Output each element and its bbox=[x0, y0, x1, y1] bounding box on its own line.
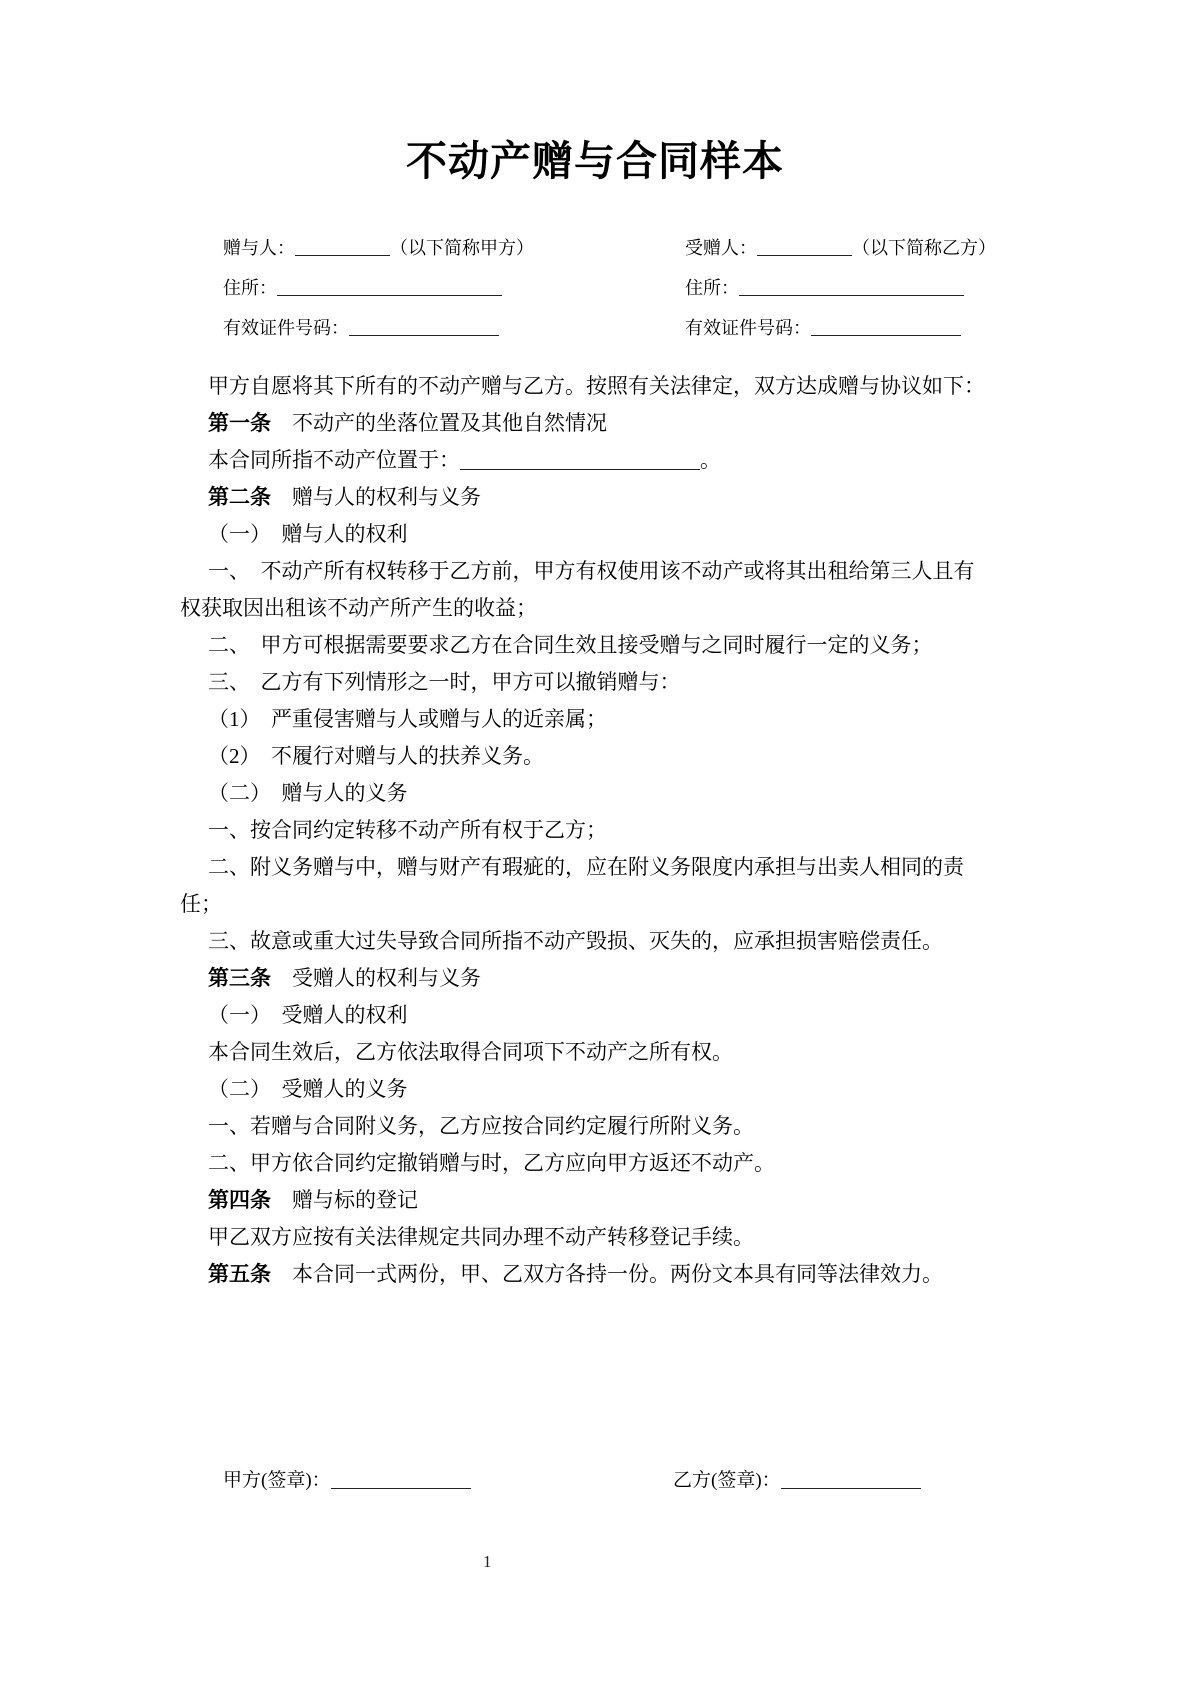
party-a-signature-blank bbox=[331, 1470, 471, 1489]
clause-number: 第二条 bbox=[208, 485, 271, 509]
contract-clause: （1） 严重侵害赠与人或赠与人的近亲属； bbox=[208, 707, 607, 731]
contract-clause: 三、 乙方有下列情形之一时，甲方可以撤销赠与： bbox=[208, 670, 681, 694]
contract-clause: 二、附义务赠与中，赠与财产有瑕疵的，应在附义务限度内承担与出卖人相同的责任； bbox=[180, 855, 964, 916]
contract-clause: 第二条 赠与人的权利与义务 bbox=[208, 485, 481, 509]
contract-body bbox=[180, 368, 986, 1293]
recipient-name-row bbox=[685, 228, 1155, 268]
contract-clause: 二、 甲方可根据需要要求乙方在合同生效且接受赠与之同时履行一定的义务； bbox=[208, 633, 933, 657]
recipient-id-row bbox=[685, 308, 1155, 348]
recipient-name-blank bbox=[757, 239, 852, 256]
document-title: 不动产赠与合同样本 bbox=[406, 138, 784, 184]
contract-clause: 一、若赠与合同附义务，乙方应按合同约定履行所附义务。 bbox=[208, 1114, 754, 1138]
giver-name-label: 赠与人： bbox=[223, 238, 295, 258]
clause-number: 第五条 bbox=[208, 1262, 271, 1286]
clause-number: 第四条 bbox=[208, 1188, 271, 1212]
property-location-blank bbox=[460, 451, 700, 470]
party-a-signature-row bbox=[223, 1462, 471, 1499]
giver-address-blank bbox=[277, 279, 502, 296]
party-b-signature-blank bbox=[781, 1470, 921, 1489]
contract-clause: （二） 赠与人的义务 bbox=[208, 781, 408, 805]
contract-clause: 本合同所指不动产位置于： 。 bbox=[208, 448, 721, 472]
party-b-signature-label: 乙方(签章)： bbox=[673, 1470, 781, 1491]
giver-alias: （以下简称甲方） bbox=[390, 238, 534, 258]
giver-id-row bbox=[223, 308, 653, 348]
clause-number: 第一条 bbox=[208, 411, 271, 435]
recipient-name-label: 受赠人： bbox=[685, 238, 757, 258]
party-giver-column bbox=[223, 228, 653, 348]
clause-number: 第三条 bbox=[208, 966, 271, 990]
page-number: 1 bbox=[483, 1552, 492, 1571]
party-a-signature-label: 甲方(签章)： bbox=[223, 1470, 331, 1491]
contract-clause: （一） 受赠人的权利 bbox=[208, 1003, 408, 1027]
contract-clause: （二） 受赠人的义务 bbox=[208, 1077, 408, 1101]
giver-address-label: 住所： bbox=[223, 278, 277, 298]
contract-clause: 第三条 受赠人的权利与义务 bbox=[208, 966, 481, 990]
recipient-address-label: 住所： bbox=[685, 278, 739, 298]
giver-address-row bbox=[223, 268, 653, 308]
recipient-alias: （以下简称乙方） bbox=[852, 238, 996, 258]
giver-id-blank bbox=[349, 319, 499, 336]
recipient-address-row bbox=[685, 268, 1155, 308]
contract-clause: 第一条 不动产的坐落位置及其他自然情况 bbox=[208, 411, 607, 435]
contract-clause: 二、甲方依合同约定撤销赠与时，乙方应向甲方返还不动产。 bbox=[208, 1151, 775, 1175]
contract-clause: 三、故意或重大过失导致合同所指不动产毁损、灭失的，应承担损害赔偿责任。 bbox=[208, 929, 943, 953]
giver-id-label: 有效证件号码： bbox=[223, 318, 349, 338]
giver-name-row bbox=[223, 228, 653, 268]
contract-clause: （一） 赠与人的权利 bbox=[208, 522, 408, 546]
party-b-signature-row bbox=[673, 1462, 921, 1499]
recipient-id-label: 有效证件号码： bbox=[685, 318, 811, 338]
contract-clause: 甲乙双方应按有关法律规定共同办理不动产转移登记手续。 bbox=[208, 1225, 754, 1249]
contract-clause: 第五条 本合同一式两份，甲、乙双方各持一份。两份文本具有同等法律效力。 bbox=[208, 1262, 943, 1286]
giver-name-blank bbox=[295, 239, 390, 256]
party-recipient-column bbox=[685, 228, 1155, 348]
contract-clause: 一、按合同约定转移不动产所有权于乙方； bbox=[208, 818, 607, 842]
recipient-id-blank bbox=[811, 319, 961, 336]
contract-clause: （2） 不履行对赠与人的扶养义务。 bbox=[208, 744, 544, 768]
contract-clause: 一、 不动产所有权转移于乙方前，甲方有权使用该不动产或将其出租给第三人且有权获取因出租该不动产所产生的收益； bbox=[180, 559, 975, 620]
contract-clause: 第四条 赠与标的登记 bbox=[208, 1188, 418, 1212]
recipient-address-blank bbox=[739, 279, 964, 296]
contract-clause: 本合同生效后，乙方依法取得合同项下不动产之所有权。 bbox=[208, 1040, 733, 1064]
contract-clause: 甲方自愿将其下所有的不动产赠与乙方。按照有关法律定，双方达成赠与协议如下： bbox=[208, 374, 985, 398]
